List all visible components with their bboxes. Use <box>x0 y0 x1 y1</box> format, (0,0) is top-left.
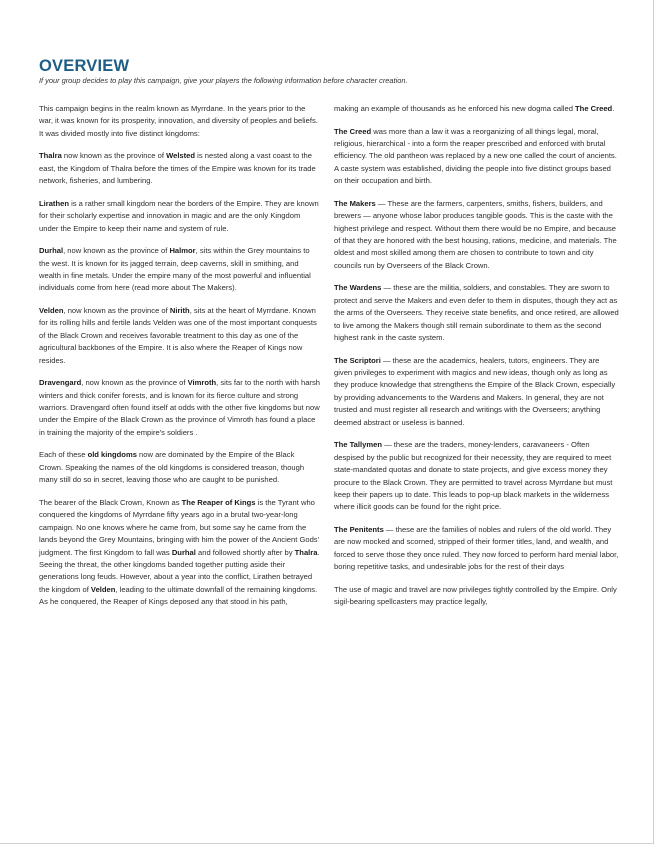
wardens-paragraph: The Wardens — these are the militia, soldiers, and constables. They are sworn to protect and serve the Makers and even defer to them in disputes, though they act as the arms of the Overseers. They receive state benefits, and once retired, are allowed to live among the Makers though still remain subordinate to them as the second highest rank in the caste system. <box>334 283 619 343</box>
page-header <box>39 57 629 86</box>
creed-paragraph: The Creed was more than a law it was a reorganizing of all things legal, moral, religious, hierarchical - into a form the reaper prescribed and enforced with brutal efficiency. The old pantheon was replaced by a new one called the court of ancients. A caste system was established, dividing the people into five distinct groups based on their occupation and birth. <box>334 126 617 186</box>
penitents-paragraph: The Penitents — these are the families of nobles and rulers of the old world. They are now mocked and scorned, stripped of their former titles, land, and wealth, and forced to serve those they once ruled. They now forced to perform hard menial labor, boring repetitive tasks, and undesirable jobs for the rest of their days <box>334 524 619 572</box>
caste-name: The Scriptori <box>334 355 381 365</box>
kingdom-name: Durhal <box>39 246 64 256</box>
old-kingdoms-term: old kingdoms <box>87 450 137 460</box>
reaper-paragraph: The bearer of the Black Crown, Known as The Reaper of Kings is the Tyrant who conquered the kingdoms of Myrrdane fifty years ago in a brutal two-year-long campaign. No one knows where he came from, but some say he came from the lands beyond the Grey Mountains, bringing with him the power of the Ancient Gods' judgment. The first Kingdom to fall was Durhal and followed shortly after by Thalra. Seeing the threat, the other kingdoms banded together putting aside their generations long feuds. However, about a year into the conflict, Lirathen betrayed the kingdom of Velden, leading to the ultimate downfall of the remaining kingdoms. As he conquered, the Reaper of Kings deposed any that stood in his path, <box>39 497 320 607</box>
right-column <box>334 103 619 619</box>
caste-name: The Penitents <box>334 524 384 534</box>
page-title: OVERVIEW <box>39 57 130 75</box>
intro-paragraph: This campaign begins in the realm known as Myrrdane. In the years prior to the war, it was known for its prosperity, innovation, and diversity of peoples and beliefs. It was divided mostly into five distinct kingdoms: <box>39 104 318 138</box>
kingdom-name: Velden <box>39 306 64 316</box>
kingdom-name: Dravengard <box>39 378 82 388</box>
province-name: Nirith <box>169 306 190 316</box>
kingdom-name: Durhal <box>171 547 196 557</box>
makers-paragraph: The Makers — These are the farmers, carpenters, smiths, fishers, builders, and brewers — anyone whose labor produces tangible goods. This is the caste with the highest privilege and respect. Without them there would be no Empire, and because of that they are honored with the best housing, rations, medicine, and materials. The oldest and most skilled among them are chosen to contribute to town and city councils run by Overseers of the Black Crown. <box>334 198 617 270</box>
scriptori-paragraph: The Scriptori — these are the academics, healers, tutors, engineers. They are given privileges to experiment with magics and new ideas, though only as long as they produce knowledge that strengthens the Empire of the Black Crown, especially by providing advancements to the Wardens and Makers. In general, they are not trusted and must register all research and writings with the Overseers; anything deemed abstract or useless is banned. <box>334 355 616 427</box>
caste-name: The Wardens <box>334 283 382 293</box>
kingdom-name: Velden <box>90 584 116 594</box>
dravengard-paragraph: Dravengard, now known as the province of Vimroth, sits far to the north with harsh winters and thick conifer forests, and is known for its fierce culture and strong warriors. Dravengard often found itself at odds with the other five kingdoms but now under the Empire of the Black Crown as the province of Vimroth has found a place in training the majority of the empire's soldiers . <box>39 378 320 437</box>
caste-name: The Makers <box>334 198 376 208</box>
magic-paragraph: The use of magic and travel are now privileges tightly controlled by the Empire. Only sigil-bearing spellcasters may practice legally, <box>334 584 617 607</box>
kingdom-name: Thalra <box>39 151 62 161</box>
creed-term: The Creed <box>575 104 613 113</box>
continuation-paragraph: making an example of thousands as he enforced his new dogma called The Creed. <box>334 104 615 113</box>
lirathen-paragraph: Lirathen is a rather small kingdom near the borders of the Empire. They are known for their scholarly expertise and innovation in magic and are the only Kingdom under the Empire to keep their name and system of rule. <box>39 198 319 233</box>
page-subtitle: If your group decides to play this campaign, give your players the following information before character creation. <box>39 76 408 85</box>
tallymen-paragraph: The Tallymen — these are the traders, money-lenders, caravaneers - Often despised by the public but recognized for their necessity, they are required to meet state-mandated quotas and donate to state projects, and give excess money they procure to the Black Crown. They are permitted to travel across Myrrdane but must keep their papers up to date. This leads to pop-up black markets in the wilderness where illicit goods can be found for the right price. <box>334 440 613 512</box>
province-name: Welsted <box>166 151 196 161</box>
province-name: Vimroth <box>187 378 217 388</box>
left-column <box>39 103 320 619</box>
kingdom-name: Lirathen <box>39 198 69 208</box>
reaper-name: The Reaper of Kings <box>181 497 256 507</box>
velden-paragraph: Velden, now known as the province of Nirith, sits at the heart of Myrrdane. Known for its rolling hills and fertile lands Velden was one of the most important conquests of the Black Crown and receives favorable treatment to this day as one of the agricultural backbones of the Empire. It is also where the Reaper of Kings now resides. <box>39 306 317 365</box>
thalra-paragraph: Thalra now known as the province of Welsted is nested along a vast coast to the east, the Kingdom of Thalra before the times of the Empire was known for its trade network, fisheries, and lumbering. <box>39 151 316 186</box>
caste-name: The Tallymen <box>334 440 382 450</box>
old-kingdoms-paragraph: Each of these old kingdoms now are dominated by the Empire of the Black Crown. Speaking the names of the old kingdoms is considered treason, though many still do so in secret, leaving those who are caught to be punished. <box>39 450 305 485</box>
creed-heading: The Creed <box>334 126 372 136</box>
kingdom-name: Thalra <box>294 547 318 557</box>
durhal-paragraph: Durhal, now known as the province of Halmor, sits within the Grey mountains to the west. It is known for its jagged terrain, deep caverns, skill in smithing, and wealth in fine metals. Under the empire many of the most powerful and influential individuals come from here (read more about The Makers). <box>39 246 311 293</box>
province-name: Halmor <box>169 246 196 256</box>
